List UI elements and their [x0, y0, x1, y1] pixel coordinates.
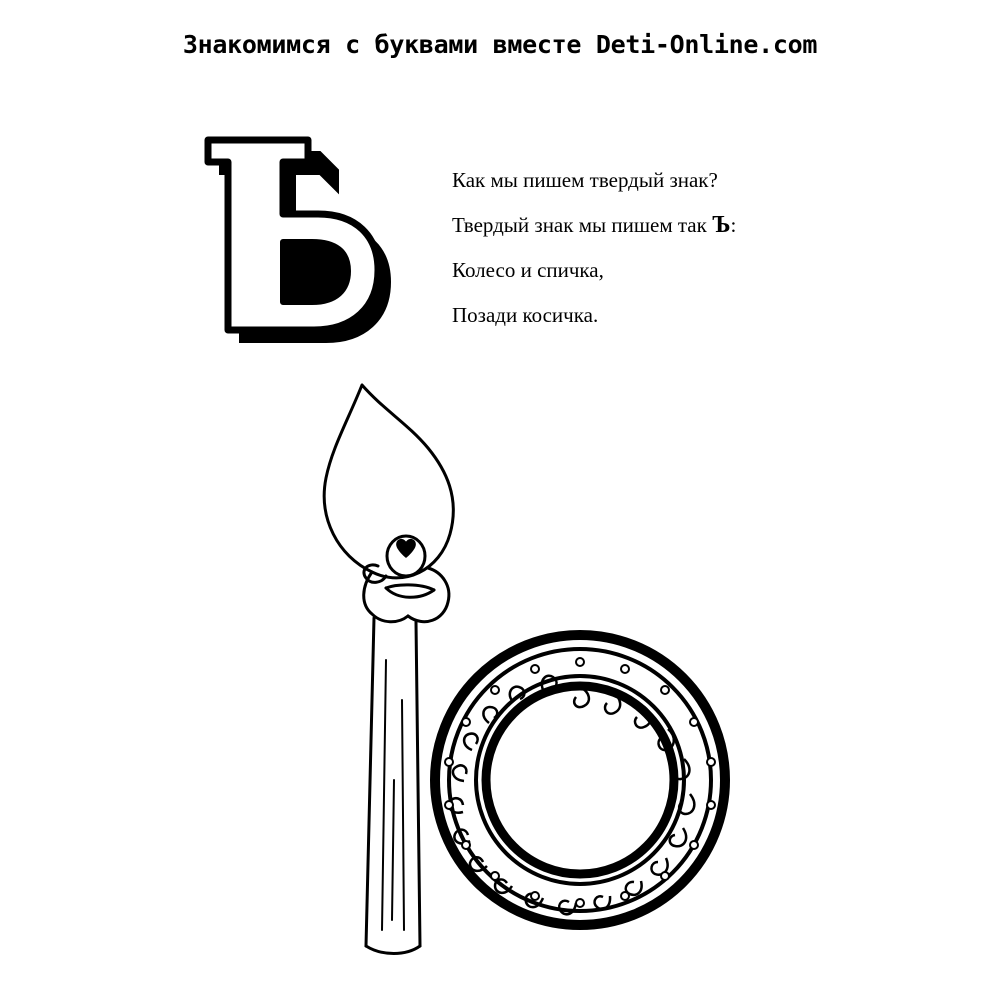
poem-line-1: Как мы пишем твердый знак? — [452, 168, 718, 192]
poem-text — [452, 158, 882, 338]
match-coloring-illustration — [324, 385, 453, 954]
wheel-coloring-illustration — [435, 635, 725, 925]
big-letter-hard-sign — [200, 130, 420, 360]
poem-line-3: Колесо и спичка, — [452, 258, 604, 282]
poem-line-4: Позади косичка. — [452, 303, 599, 327]
poem-line-2 — [452, 203, 882, 248]
poem-line-2-suffix: : — [730, 213, 737, 237]
poem-inline-letter: Ъ — [712, 212, 731, 238]
page-title: Знакомимся с буквами вместе Deti-Online.com — [182, 30, 818, 59]
poem-line-2-text: Твердый знак мы пишем так — [452, 213, 713, 237]
